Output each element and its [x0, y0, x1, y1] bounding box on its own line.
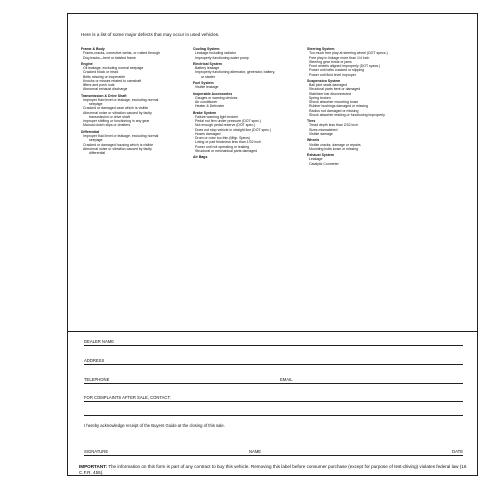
defect-item: Air conditioner	[195, 100, 218, 105]
defects-column-3	[307, 47, 417, 166]
defect-item: Battery leakage	[195, 66, 220, 71]
defect-item: Improper fluid level or leakage, excluding normal	[83, 134, 159, 139]
defect-item: Gauges or warning devices	[195, 95, 238, 100]
defects-column-1	[81, 47, 186, 155]
signature-label: SIGNATURE	[84, 449, 109, 455]
address-line[interactable]	[84, 358, 463, 365]
defect-item: lifters and push rods	[83, 83, 115, 88]
defect-item: Leakage including radiator	[195, 51, 237, 56]
defect-item: Catalytic Converter	[309, 161, 339, 166]
defect-section-title: Fuel System	[193, 80, 214, 85]
defect-item: Leakage	[309, 157, 323, 162]
defect-item: Abnormal noise or vibration caused by faulty	[83, 110, 152, 115]
defect-item: Front wheels aligned improperly (DOT specs.)	[309, 64, 381, 68]
defect-item: Visible leakage	[195, 85, 219, 90]
intro-text: Here is a list of some major defects that may occur in used vehicles.	[81, 32, 220, 37]
defect-item: Oil leakage, excluding normal seepage	[83, 66, 144, 71]
defect-item: Rubber bushings damaged or missing	[309, 104, 368, 109]
defect-item: Shock absorber leaking or functioning improperly	[309, 112, 385, 117]
dealer-name-label: DEALER NAME	[84, 339, 115, 345]
defect-item: Improperly functioning alternator, generator, battery,	[195, 70, 276, 75]
defect-section-title: Suspension System	[307, 78, 341, 83]
important-text: The information on this form is part of any contract to buy this vehicle. Removing this label before consumer purchase (except for purpose of test-driving) violates federal law (16 C.F.R. 455).	[79, 464, 467, 475]
complaints-contact-line-2[interactable]	[84, 409, 463, 416]
defect-item: Dog tracks—bent or twisted frame	[83, 55, 136, 60]
defect-item: Shock absorber mounting loose	[309, 100, 359, 105]
defect-item: seepage	[89, 138, 103, 143]
address-label: ADDRESS	[84, 358, 105, 364]
defect-item: transmission or drive shaft	[89, 114, 130, 119]
signature-line[interactable]	[84, 447, 463, 456]
defect-item: Manual clutch slips or chatters	[83, 123, 131, 128]
defect-item: Hoses damaged	[195, 131, 221, 136]
defect-section-title: Tires	[307, 119, 316, 124]
important-notice	[79, 464, 467, 475]
buyers-guide-back	[67, 13, 478, 476]
defect-item: or starter	[201, 74, 216, 79]
defect-item: Improper shifting or functioning in any gear	[83, 119, 150, 124]
defect-item: Abnormal exhaust discharge	[83, 87, 128, 92]
defect-item: Steering gear binds or jams	[309, 59, 352, 64]
complaints-label: FOR COMPLAINTS AFTER SALE, CONTACT:	[84, 395, 171, 401]
defect-item: Mounting bolts loose or missing	[309, 146, 359, 151]
telephone-email-line[interactable]	[84, 377, 463, 384]
defect-section-title: Brake System	[193, 110, 217, 115]
section-divider	[68, 331, 477, 332]
defect-section-title: Engine	[81, 61, 93, 66]
defect-section-title: Frame & Body	[81, 47, 105, 51]
date-label: DATE	[452, 449, 463, 455]
defect-section-title: Transmission & Drive Shaft	[81, 93, 127, 98]
defect-section-title: Wheels	[307, 138, 320, 143]
defect-item: differential	[89, 151, 106, 156]
defect-item: Power unit not operating or leaking	[195, 144, 250, 149]
defect-item: Does not stop vehicle in straight line (DOT spec.)	[195, 127, 271, 132]
defect-item: Drum or rotor too thin (Mfgr. Specs)	[195, 136, 251, 141]
defect-item: Knocks or misses related to camshaft	[83, 78, 142, 83]
defect-section-title: Electrical System	[193, 61, 222, 66]
defect-item: Pedal not firm under pressure (DOT spec.)	[195, 119, 262, 124]
defect-item: seepage	[89, 102, 103, 107]
defect-section-title: Inoperable Accessories	[193, 91, 233, 96]
defect-item: Abnormal noise or vibration caused by faulty	[83, 146, 152, 151]
defect-item: Belts missing or inoperable	[83, 74, 126, 79]
defect-item: Visible damage	[309, 131, 333, 136]
defect-item: Power unit belts cracked or slipping	[309, 68, 365, 73]
defect-item: Improper fluid level or leakage, excluding normal	[83, 97, 159, 102]
defect-section-title: Exhaust System	[307, 153, 335, 158]
defect-section-title: Differential	[81, 129, 100, 134]
defect-item: Free play in linkage more than 1/4 inch	[309, 55, 370, 60]
defect-item: Not enough pedal reserve (DOT spec.)	[195, 123, 256, 128]
acknowledgement-text: I hereby acknowledge receipt of the Buyers Guide at the closing of this sale.	[84, 423, 225, 428]
telephone-label: TELEPHONE	[84, 377, 110, 383]
defect-item: Too much free play at steering wheel (DOT specs.)	[309, 51, 388, 56]
email-label: EMAIL	[280, 377, 293, 383]
dealer-name-line[interactable]	[84, 339, 463, 346]
defect-item: Heater & Defroster	[195, 104, 225, 109]
complaints-contact-line[interactable]	[84, 395, 463, 402]
defect-item: Tread depth less than 2/32 inch	[309, 123, 358, 128]
defect-item: Improperly functioning water pump	[195, 55, 249, 60]
defect-item: Stabilizer bar disconnected	[309, 91, 352, 96]
defect-item: Radius rod damaged or missing	[309, 108, 359, 113]
defect-item: Cracked or damaged housing which is visible	[83, 142, 154, 147]
defect-item: Failure warning light broken	[195, 114, 238, 119]
defect-item: Cracked or damaged case which is visible	[83, 106, 149, 111]
defect-item: Visible cracks, damage or repairs	[309, 142, 361, 147]
defect-item: Cracked block or head	[83, 70, 119, 75]
defect-item: Lining or pad thickness less than 1/32 inch	[195, 140, 261, 145]
defect-item: Power unit fluid level improper	[309, 72, 356, 77]
defect-item: Structural or mechanical parts damaged	[195, 148, 258, 153]
defect-item: Ball joint seals damaged	[309, 83, 347, 88]
defects-column-2	[193, 47, 305, 159]
defect-item: Sizes mismatched	[309, 127, 338, 132]
defect-item: Frame-cracks, corrective welds, or rusted through	[83, 51, 161, 56]
defect-section-title: Cooling System	[193, 47, 220, 51]
defect-section-title: Steering System	[307, 47, 335, 51]
defect-item: Spring broken	[309, 95, 331, 100]
defect-section-title: Air Bags	[193, 155, 208, 160]
important-label: IMPORTANT:	[79, 464, 107, 469]
name-label: NAME	[249, 449, 262, 455]
defect-item: Structural parts bent or damaged	[309, 87, 361, 92]
